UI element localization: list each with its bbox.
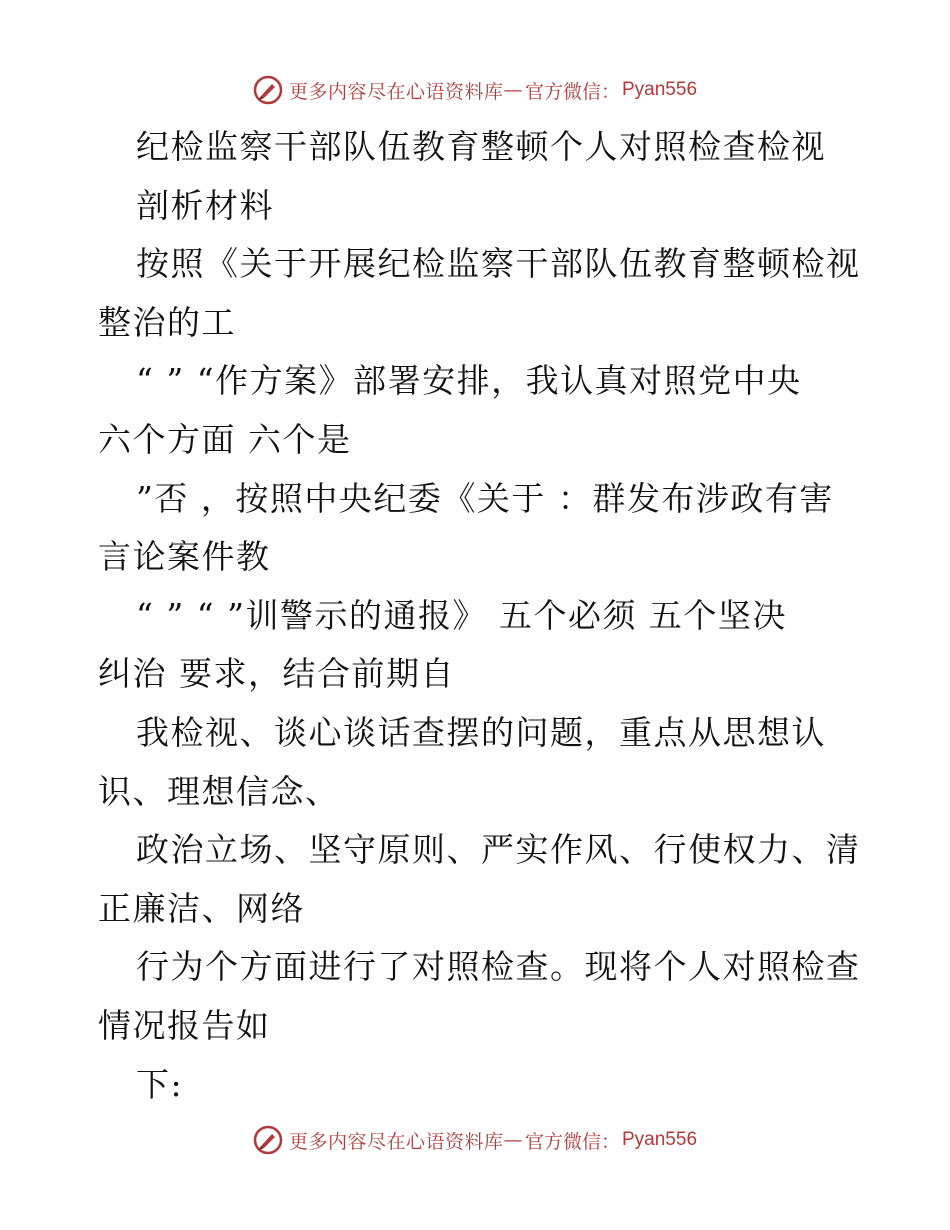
document-line: 整治的工 bbox=[98, 302, 236, 342]
watermark-wechat-label: 官方微信： bbox=[524, 1130, 620, 1153]
document-line: 行为个方面进行了对照检查。现将个人对照检查 bbox=[136, 947, 861, 987]
document-line: “ ” “作方案》部署安排，我认真对照党中央 bbox=[136, 361, 802, 401]
watermark-wechat-id: Pyan556 bbox=[622, 1129, 698, 1150]
pen-logo-icon bbox=[253, 75, 283, 105]
document-line: “ ” “ ”训警示的通报》 五个必须 五个坚决 bbox=[136, 595, 787, 635]
footer-watermark bbox=[0, 1120, 950, 1160]
document-line: 政治立场、坚守原则、严实作风、行使权力、清 bbox=[136, 830, 861, 870]
document-line: 剖析材料 bbox=[136, 185, 274, 225]
document-line: 识、理想信念、 bbox=[98, 771, 340, 811]
document-line: ”否 ，按照中央纪委《关于 ：群发布涉政有害 bbox=[136, 478, 834, 518]
document-line: 言论案件教 bbox=[98, 537, 271, 577]
watermark-text: 更多内容尽在心语资料库 bbox=[288, 1130, 504, 1153]
document-body bbox=[98, 118, 861, 1114]
watermark-separator: — bbox=[503, 1129, 523, 1151]
watermark-separator: — bbox=[503, 79, 523, 101]
document-line: 按照《关于开展纪检监察干部队伍教育整顿检视 bbox=[136, 244, 861, 284]
document-line: 纪检监察干部队伍教育整顿个人对照检查检视 bbox=[136, 127, 826, 166]
document-line: 我检视、谈心谈话查摆的问题，重点从思想认 bbox=[136, 712, 826, 752]
header-watermark bbox=[0, 70, 950, 110]
document-line: 六个方面 六个是 bbox=[98, 419, 352, 459]
document-line: 纠治 要求，结合前期自 bbox=[98, 654, 455, 694]
watermark-wechat-label: 官方微信： bbox=[524, 80, 620, 103]
document-line: 正廉洁、网络 bbox=[98, 888, 305, 928]
watermark-wechat-id: Pyan556 bbox=[622, 79, 698, 100]
watermark-text: 更多内容尽在心语资料库 bbox=[288, 80, 504, 103]
pen-logo-icon bbox=[253, 1125, 283, 1155]
document-line: 下: bbox=[136, 1064, 184, 1104]
document-line: 情况报告如 bbox=[98, 1005, 271, 1045]
